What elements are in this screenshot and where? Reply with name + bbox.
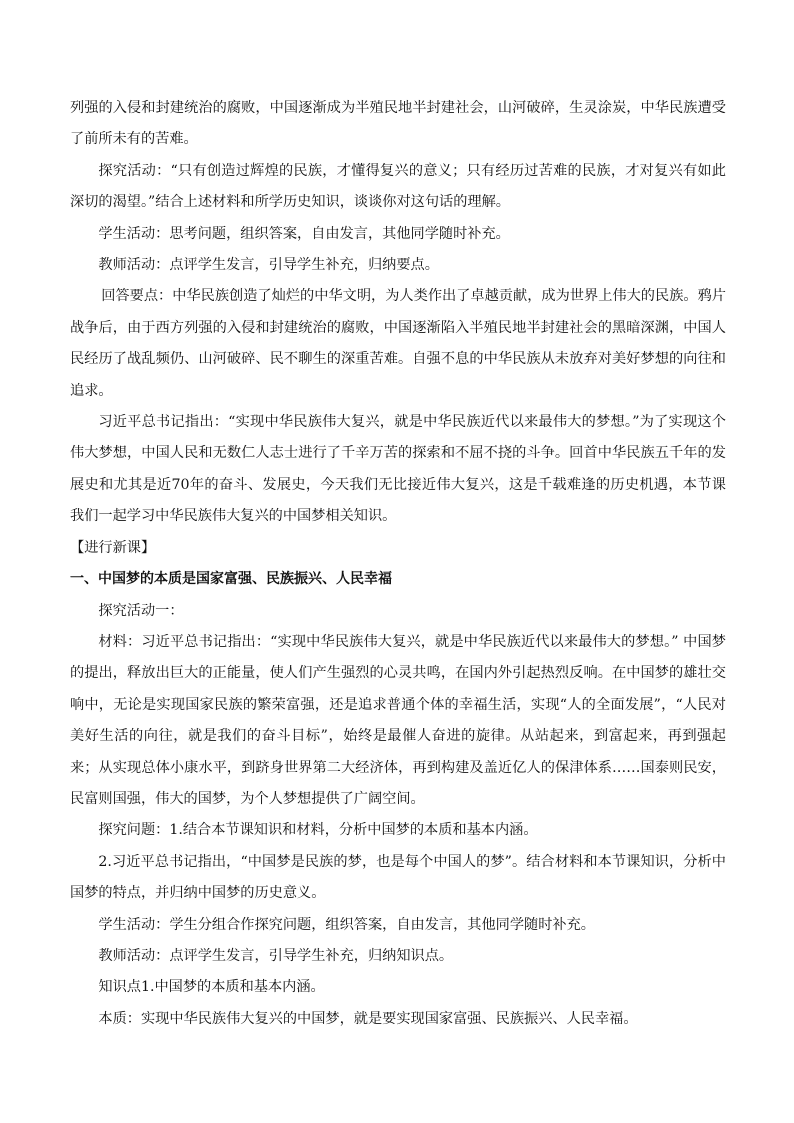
paragraph-inquiry-activity: 探究活动：“只有创造过辉煌的民族，才懂得复兴的意义；只有经历过苦难的民族，才对复兴有如此深切的渴望。”结合上述材料和所学历史知识，谈谈你对这句话的理解。 (70, 162, 726, 211)
paragraph-teacher-activity: 教师活动：点评学生发言，引导学生补充，归纳要点。 (98, 257, 439, 274)
paragraph-xi-quote: 习近平总书记指出：“实现中华民族伟大复兴，就是中华民族近代以来最伟大的梦想。”为了实现这个伟大梦想，中国人民和无数仁人志士进行了千辛万苦的探索和不屈不挠的斗争。回首中华民族五千年的发展史和尤其是近70年的奋斗、发展史，今天我们无比接近伟大复兴，这是千载难逢的历史机遇，本节课我们一起学习中华民族伟大复兴的中国梦相关知识。 (70, 414, 726, 525)
paragraph-material: 材料：习近平总书记指出：“实现中华民族伟大复兴，就是中华民族近代以来最伟大的梦想。” 中国梦的提出，释放出巨大的正能量，使人们产生强烈的心灵共鸣，在国内外引起热烈反响。在中国梦的雄壮交响中，无论是实现国家民族的繁荣富强，还是追求普通个体的幸福生活，实现“人的全面发展”，“人民对美好生活的向往，就是我们的奋斗目标”，始终是最催人奋进的旋律。从站起来，到富起来，再到强起来；从实现总体小康水平，到跻身世界第二大经济体，再到构建及盖近亿人的保津体系……国泰则民安，民富则国强，伟大的国梦，为个人梦想提供了广阔空间。 (70, 633, 726, 807)
paragraph-student-activity: 学生活动：思考问题，组织答案，自由发言，其他同学随时补充。 (98, 225, 510, 242)
paragraph-knowledge-point-1: 知识点1.中国梦的本质和基本内涵。 (98, 979, 325, 996)
section-title-chinese-dream-essence: 一、中国梦的本质是国家富强、民族振兴、人民幸福 (70, 571, 392, 588)
paragraph-student-group-activity: 学生活动：学生分组合作探究问题，组织答案，自由发言，其他同学随时补充。 (98, 916, 595, 933)
section-heading-new-lesson: 【进行新课】 (70, 539, 156, 556)
paragraph-teacher-summary: 教师活动：点评学生发言，引导学生补充，归纳知识点。 (98, 947, 454, 964)
paragraph-inquiry-question-1: 探究问题：1.结合本节课知识和材料，分析中国梦的本质和基本内涵。 (98, 822, 538, 839)
paragraph-answer-points: 回答要点：中华民族创造了灿烂的中华文明，为人类作出了卓越贡献，成为世界上伟大的民族。鸦片战争后，由于西方列强的入侵和封建统治的腐败，中国逐渐陷入半殖民地半封建社会的黑暗深渊，中国人民经历了战乱频仍、山河破碎、民不聊生的深重苦难。自强不息的中华民族从未放弃对美好梦想的向往和追求。 (70, 288, 726, 399)
paragraph-intro-continuation: 列强的入侵和封建统治的腐败，中国逐渐成为半殖民地半封建社会，山河破碎，生灵涂炭，中华民族遭受了前所未有的苦难。 (70, 100, 726, 148)
document-page (70, 93, 726, 1035)
paragraph-essence-definition: 本质：实现中华民族伟大复兴的中国梦，就是要实现国家富强、民族振兴、人民幸福。 (98, 1010, 638, 1027)
paragraph-inquiry-question-2: 2.习近平总书记指出，“中国梦是民族的梦，也是每个中国人的梦”。结合材料和本节课知识，分析中国梦的特点，并归纳中国梦的历史意义。 (70, 853, 726, 902)
paragraph-inquiry-one: 探究活动一： (98, 602, 184, 619)
